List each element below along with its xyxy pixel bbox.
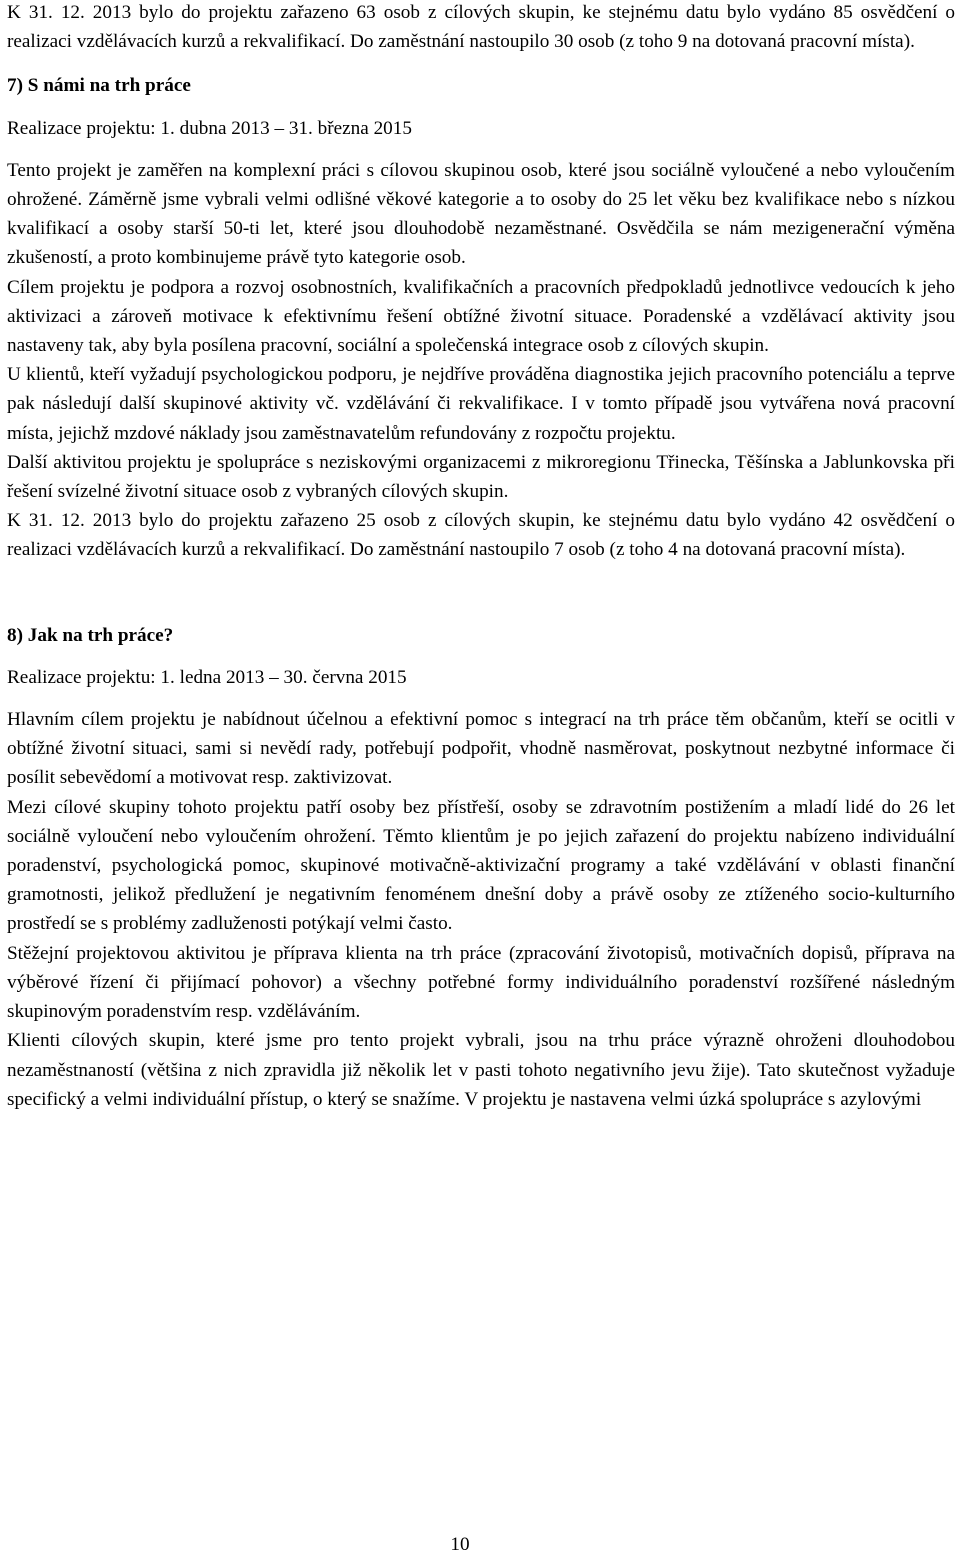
- heading-section8: 8) Jak na trh práce?: [7, 624, 174, 646]
- paragraph-section7-1: Tento projekt je zaměřen na komplexní práci s cílovou skupinou osob, které jsou sociálně vyloučené a nebo vyloučením ohrožené. Záměrně jsme vybrali velmi odlišné věkové kategorie a to osoby do 25 let věku bez kvalifikace nebo s nízkou kvalifikací a osoby starší 50-ti let, které jsou dlouhodobě nezaměstnané. Osvědčila se nám mezigenerační výměna zkušeností, a proto kombinujeme právě tyto kategorie osob.: [7, 159, 955, 269]
- realization-section8: Realizace projektu: 1. ledna 2013 – 30. června 2015: [7, 666, 407, 688]
- realization-section7: Realizace projektu: 1. dubna 2013 – 31. března 2015: [7, 117, 412, 139]
- page-content: [7, 0, 955, 1114]
- paragraph-section7-5: K 31. 12. 2013 bylo do projektu zařazeno 25 osob z cílových skupin, ke stejnému datu bylo vydáno 42 osvědčení o realizaci vzdělávacích kurzů a rekvalifikací. Do zaměstnání nastoupilo 7 osob (z toho 4 na dotovaná pracovní místa).: [7, 510, 955, 561]
- paragraph-section7-2: Cílem projektu je podpora a rozvoj osobnostních, kvalifikačních a pracovních předpokladů jednotlivce vedoucích k jeho aktivizaci a zároveň motivace k efektivnímu řešení obtížné životní situace. Poradenské a vzdělávací aktivity jsou nastaveny tak, aby byla posílena pracovní, sociální a společenská integrace osob z cílových skupin.: [7, 276, 955, 357]
- page-number: 10: [450, 1534, 470, 1555]
- paragraph-section8-3: Stěžejní projektovou aktivitou je příprava klienta na trh práce (zpracování životopisů, motivačních dopisů, příprava na výběrové řízení či přijímací pohovor) a všechny potřebné formy individuálního poradenství rozšířené následným skupinovým poradenstvím resp. vzděláváním.: [7, 942, 955, 1023]
- paragraph-section7-3: U klientů, kteří vyžadují psychologickou podporu, je nejdříve prováděna diagnostika jejich pracovního potenciálu a teprve pak následují další skupinové aktivity vč. vzdělávání či rekvalifikace. I v tomto případě jsou vytvářena nová pracovní místa, jejichž mzdové náklady jsou zaměstnavatelům refundovány z rozpočtu projektu.: [7, 364, 955, 444]
- heading-section7: 7) S námi na trh práce: [7, 75, 191, 97]
- paragraph-section6-closing: K 31. 12. 2013 bylo do projektu zařazeno 63 osob z cílových skupin, ke stejnému datu bylo vydáno 85 osvědčení o realizaci vzdělávacích kurzů a rekvalifikací. Do zaměstnání nastoupilo 30 osob (z toho 9 na dotovaná pracovní místa).: [7, 2, 955, 53]
- paragraph-section7-4: Další aktivitou projektu je spolupráce s neziskovými organizacemi z mikroregionu Třinecka, Těšínska a Jablunkovska při řešení svízelné životní situace osob z vybraných cílových skupin.: [7, 451, 955, 503]
- paragraph-section8-4: Klienti cílových skupin, které jsme pro tento projekt vybrali, jsou na trhu práce výrazně ohroženi dlouhodobou nezaměstnaností (většina z nich zpravidla již několik let v pasti tohoto negativního jevu žije). Tato skutečnost vyžaduje specifický a velmi individuální přístup, o který se snažíme. V projektu je nastavena velmi úzká spolupráce s azylovými: [7, 1030, 955, 1110]
- paragraph-section8-1: Hlavním cílem projektu je nabídnout účelnou a efektivní pomoc s integrací na trh práce těm občanům, kteří se ocitli v obtížné životní situaci, sami si nevědí rady, potřebují podpořit, vhodně nasměrovat, poskytnout nezbytné informace či posílit sebevědomí a motivovat resp. zaktivizovat.: [7, 709, 955, 789]
- paragraph-section8-2: Mezi cílové skupiny tohoto projektu patří osoby bez přístřeší, osoby se zdravotním postižením a mladí lidé do 26 let sociálně vyloučení nebo vyloučením ohrožení. Těmto klientům je po jejich zařazení do projektu nabízeno individuální poradenství, psychologická pomoc, skupinové motivačně-aktivizační programy a také vzdělávání v oblasti finanční gramotnosti, jelikož předlužení je negativním fenoménem dnešní doby a právě osoby ze ztíženého socio-kulturního prostředí se s problémy zadluženosti potýkají velmi často.: [7, 796, 955, 935]
